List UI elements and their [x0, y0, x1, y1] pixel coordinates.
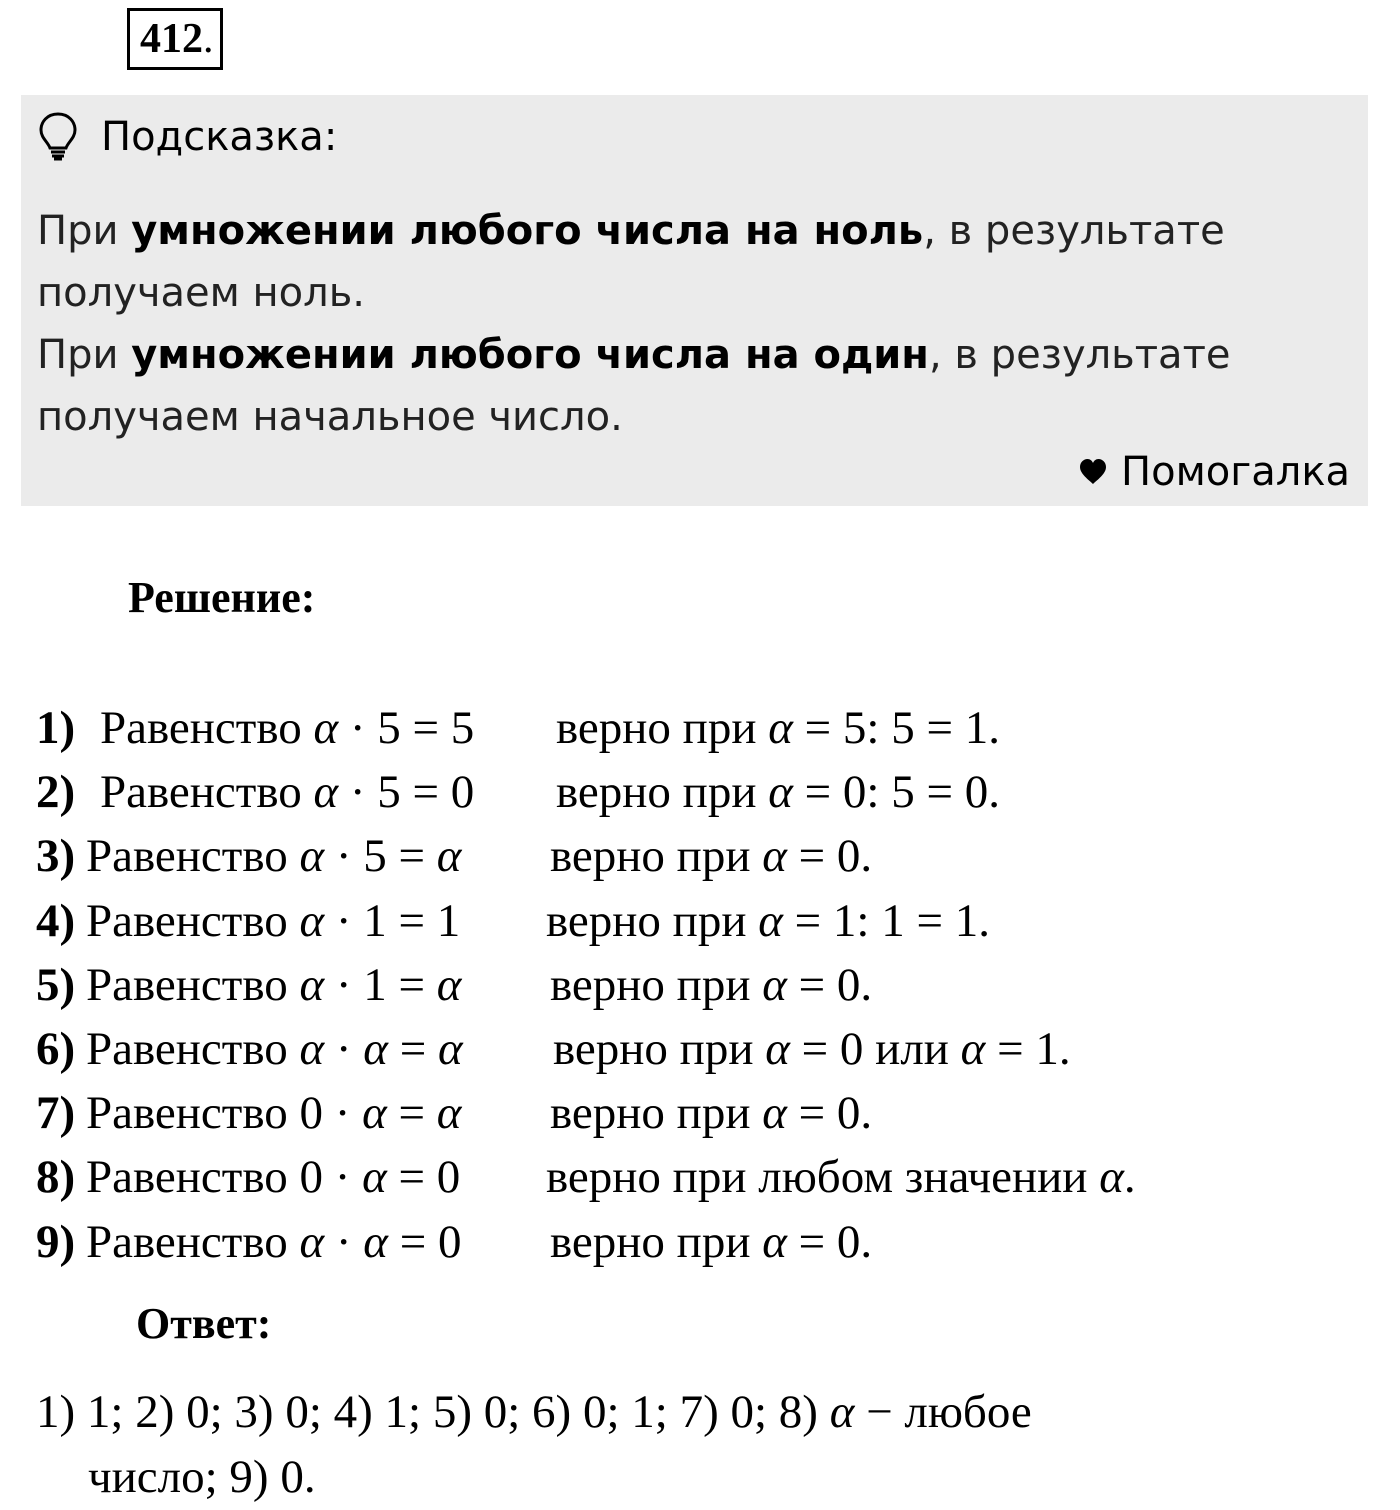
solution-line — [36, 953, 1376, 1017]
answer-line-1: 1) 1; 2) 0; 3) 0; 4) 1; 5) 0; 6) 0; 1; 7) 0; 8) α − любое — [36, 1386, 1032, 1438]
line-equation: Равенство α · 1 = 1 — [86, 894, 461, 947]
line-number: 3) — [36, 830, 76, 883]
solution-line — [36, 889, 1376, 953]
line-condition: верно при α = 5: 5 = 1. — [556, 702, 1000, 754]
line-equation: Равенство α · 5 = 0 — [100, 766, 475, 819]
line-condition: верно при α = 1: 1 = 1. — [546, 894, 990, 947]
line-number: 8) — [36, 1151, 76, 1204]
hint-p2-bold: умножении любого числа на один — [131, 332, 929, 378]
line-number: 4) — [36, 894, 76, 947]
solution-line — [36, 824, 1376, 888]
solution-heading: Решение: — [128, 573, 316, 622]
line-condition: верно при α = 0. — [550, 830, 873, 883]
exercise-number — [127, 8, 223, 70]
hint-p2-before: При — [37, 332, 132, 378]
line-equation: Равенство α · α = α — [86, 1022, 463, 1075]
line-condition: верно при α = 0. — [550, 958, 873, 1011]
line-equation: Равенство 0 · α = 0 — [86, 1151, 461, 1204]
line-condition: верно при α = 0 или α = 1. — [553, 1022, 1071, 1075]
line-number: 7) — [36, 1087, 76, 1140]
lightbulb-icon — [37, 111, 79, 163]
exercise-number-text: 412 — [140, 16, 203, 62]
hint-p1-before: При — [37, 208, 132, 254]
solution-line — [36, 1017, 1376, 1081]
hint-p2-after: , в результате получаем начальное число. — [37, 332, 1231, 440]
line-equation: Равенство α · 5 = α — [86, 830, 462, 883]
hint-title-text: Подсказка: — [101, 114, 338, 160]
solution-line — [36, 760, 1376, 824]
solution-lines — [36, 696, 1376, 1274]
line-condition: верно при α = 0. — [550, 1087, 873, 1140]
hint-paragraph-1 — [37, 200, 1337, 324]
answer-line-2: число; 9) 0. — [88, 1451, 316, 1503]
line-number: 6) — [36, 1022, 76, 1075]
brand-text: Помогалка — [1121, 449, 1350, 495]
exercise-number-dot: . — [203, 16, 214, 62]
line-equation: Равенство α · α = 0 — [86, 1215, 462, 1268]
line-number: 2) — [36, 766, 76, 819]
line-number: 1) — [36, 702, 76, 754]
line-number: 9) — [36, 1215, 76, 1268]
answer-text — [36, 1380, 1296, 1510]
brand-label — [1079, 449, 1350, 495]
line-condition: верно при α = 0: 5 = 0. — [556, 766, 1000, 819]
solution-line — [36, 1081, 1376, 1145]
hint-p1-bold: умножении любого числа на ноль — [131, 208, 924, 254]
hint-paragraph-2 — [37, 324, 1337, 448]
line-equation: Равенство 0 · α = α — [86, 1087, 462, 1140]
hint-box — [21, 95, 1368, 506]
solution-line — [36, 696, 1376, 760]
hint-body — [37, 200, 1337, 448]
line-condition: верно при α = 0. — [550, 1215, 873, 1268]
hint-p1-after: , в результате получаем ноль. — [37, 208, 1225, 316]
line-equation: Равенство α · 5 = 5 — [100, 702, 475, 754]
solution-line — [36, 1210, 1376, 1274]
line-condition: верно при любом значении α. — [546, 1151, 1136, 1204]
line-equation: Равенство α · 1 = α — [86, 958, 462, 1011]
heart-icon — [1079, 459, 1107, 485]
line-number: 5) — [36, 958, 76, 1011]
solution-line — [36, 1145, 1376, 1209]
hint-title — [37, 107, 337, 167]
answer-heading: Ответ: — [136, 1299, 272, 1348]
